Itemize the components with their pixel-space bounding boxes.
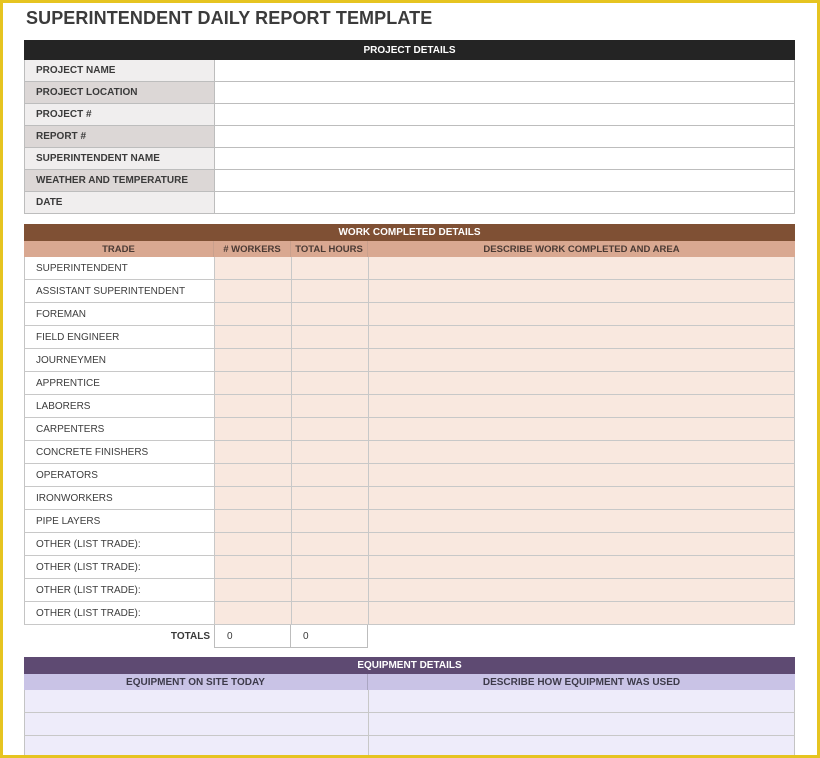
description-cell[interactable] [369,326,794,348]
workers-cell[interactable] [215,487,292,509]
hours-cell[interactable] [292,533,369,555]
project-name-field[interactable] [215,60,794,81]
column-header-usage: DESCRIBE HOW EQUIPMENT WAS USED [482,676,681,688]
table-row [24,303,795,326]
workers-cell[interactable] [215,602,292,624]
workers-cell[interactable] [215,349,292,371]
workers-cell[interactable] [215,579,292,601]
project-number-row [24,104,795,126]
hours-cell[interactable] [292,372,369,394]
project-details-section [24,40,795,214]
trade-cell: OTHER (LIST TRADE): [25,533,215,555]
work-completed-section [24,224,795,648]
hours-cell[interactable] [292,579,369,601]
equipment-cell[interactable] [25,690,369,712]
table-row [24,326,795,349]
workers-cell[interactable] [215,418,292,440]
usage-cell[interactable] [369,736,794,758]
work-rows [24,257,795,625]
description-cell[interactable] [369,556,794,578]
description-cell[interactable] [369,487,794,509]
workers-cell[interactable] [215,395,292,417]
hours-cell[interactable] [292,556,369,578]
weather-field[interactable] [215,170,794,191]
trade-cell: OTHER (LIST TRADE): [25,602,215,624]
trade-cell: OTHER (LIST TRADE): [25,556,215,578]
description-cell[interactable] [369,349,794,371]
workers-cell[interactable] [215,533,292,555]
field-label: SUPERINTENDENT NAME [25,148,215,169]
field-label: WEATHER AND TEMPERATURE [25,170,215,191]
usage-cell[interactable] [369,690,794,712]
project-location-field[interactable] [215,82,794,103]
table-row [24,713,795,736]
project-details-header: PROJECT DETAILS [24,40,795,60]
table-row [24,441,795,464]
totals-label: TOTALS [170,631,210,642]
superintendent-name-row [24,148,795,170]
hours-cell[interactable] [292,418,369,440]
trade-cell: APPRENTICE [25,372,215,394]
table-row [24,556,795,579]
hours-cell[interactable] [292,280,369,302]
workers-cell[interactable] [215,464,292,486]
equipment-column-headers [24,674,795,690]
workers-cell[interactable] [215,510,292,532]
equipment-section [24,657,795,758]
field-label: REPORT # [25,126,215,147]
table-row [24,736,795,758]
field-label: PROJECT # [25,104,215,125]
hours-cell[interactable] [292,395,369,417]
table-row [24,349,795,372]
field-label: PROJECT NAME [25,60,215,81]
description-cell[interactable] [369,303,794,325]
usage-cell[interactable] [369,713,794,735]
description-cell[interactable] [369,372,794,394]
hours-cell[interactable] [292,257,369,279]
description-cell[interactable] [369,257,794,279]
equipment-header: EQUIPMENT DETAILS [24,657,795,674]
column-header-description: DESCRIBE WORK COMPLETED AND AREA [483,243,680,255]
table-row [24,487,795,510]
project-location-row [24,82,795,104]
trade-cell: LABORERS [25,395,215,417]
table-row [24,395,795,418]
hours-cell[interactable] [292,464,369,486]
table-row [24,257,795,280]
workers-cell[interactable] [215,556,292,578]
hours-cell[interactable] [292,510,369,532]
work-completed-header: WORK COMPLETED DETAILS [24,224,795,241]
description-cell[interactable] [369,280,794,302]
date-row [24,192,795,214]
hours-cell[interactable] [292,487,369,509]
trade-cell: OPERATORS [25,464,215,486]
description-cell[interactable] [369,533,794,555]
table-row [24,602,795,625]
weather-row [24,170,795,192]
column-header-workers: # WORKERS [214,241,291,257]
workers-cell[interactable] [215,280,292,302]
trade-cell: PIPE LAYERS [25,510,215,532]
page-title: SUPERINTENDENT DAILY REPORT TEMPLATE [26,8,433,28]
table-row [24,510,795,533]
workers-cell[interactable] [215,372,292,394]
equipment-cell[interactable] [25,736,369,758]
hours-cell[interactable] [292,303,369,325]
work-column-headers [24,241,795,257]
table-row [24,418,795,441]
table-row [24,280,795,303]
trade-cell: OTHER (LIST TRADE): [25,579,215,601]
trade-cell: ASSISTANT SUPERINTENDENT [25,280,215,302]
total-hours-value: 0 [291,625,368,648]
trade-cell: CARPENTERS [25,418,215,440]
superintendent-name-field[interactable] [215,148,794,169]
equipment-cell[interactable] [25,713,369,735]
trade-cell: IRONWORKERS [25,487,215,509]
column-header-equipment: EQUIPMENT ON SITE TODAY [24,674,368,690]
hours-cell[interactable] [292,602,369,624]
hours-cell[interactable] [292,441,369,463]
field-label: DATE [25,192,215,213]
workers-cell[interactable] [215,257,292,279]
table-row [24,690,795,713]
total-workers-value: 0 [214,625,291,648]
trade-cell: FOREMAN [25,303,215,325]
field-label: PROJECT LOCATION [25,82,215,103]
equipment-rows [24,690,795,758]
description-cell[interactable] [369,579,794,601]
date-field[interactable] [215,192,794,213]
description-cell[interactable] [369,464,794,486]
trade-cell: SUPERINTENDENT [25,257,215,279]
column-header-trade: TRADE [24,241,214,257]
trade-cell: JOURNEYMEN [25,349,215,371]
description-cell[interactable] [369,602,794,624]
column-header-hours: TOTAL HOURS [291,241,368,257]
table-row [24,533,795,556]
workers-cell[interactable] [215,303,292,325]
description-cell[interactable] [369,418,794,440]
project-number-field[interactable] [215,104,794,125]
trade-cell: CONCRETE FINISHERS [25,441,215,463]
table-row [24,464,795,487]
table-row [24,579,795,602]
project-name-row [24,60,795,82]
description-cell[interactable] [369,395,794,417]
report-number-field[interactable] [215,126,794,147]
workers-cell[interactable] [215,441,292,463]
trade-cell: FIELD ENGINEER [25,326,215,348]
hours-cell[interactable] [292,349,369,371]
workers-cell[interactable] [215,326,292,348]
project-details-fields [24,60,795,214]
description-cell[interactable] [369,441,794,463]
report-number-row [24,126,795,148]
table-row [24,372,795,395]
hours-cell[interactable] [292,326,369,348]
totals-row [24,625,795,648]
description-cell[interactable] [369,510,794,532]
